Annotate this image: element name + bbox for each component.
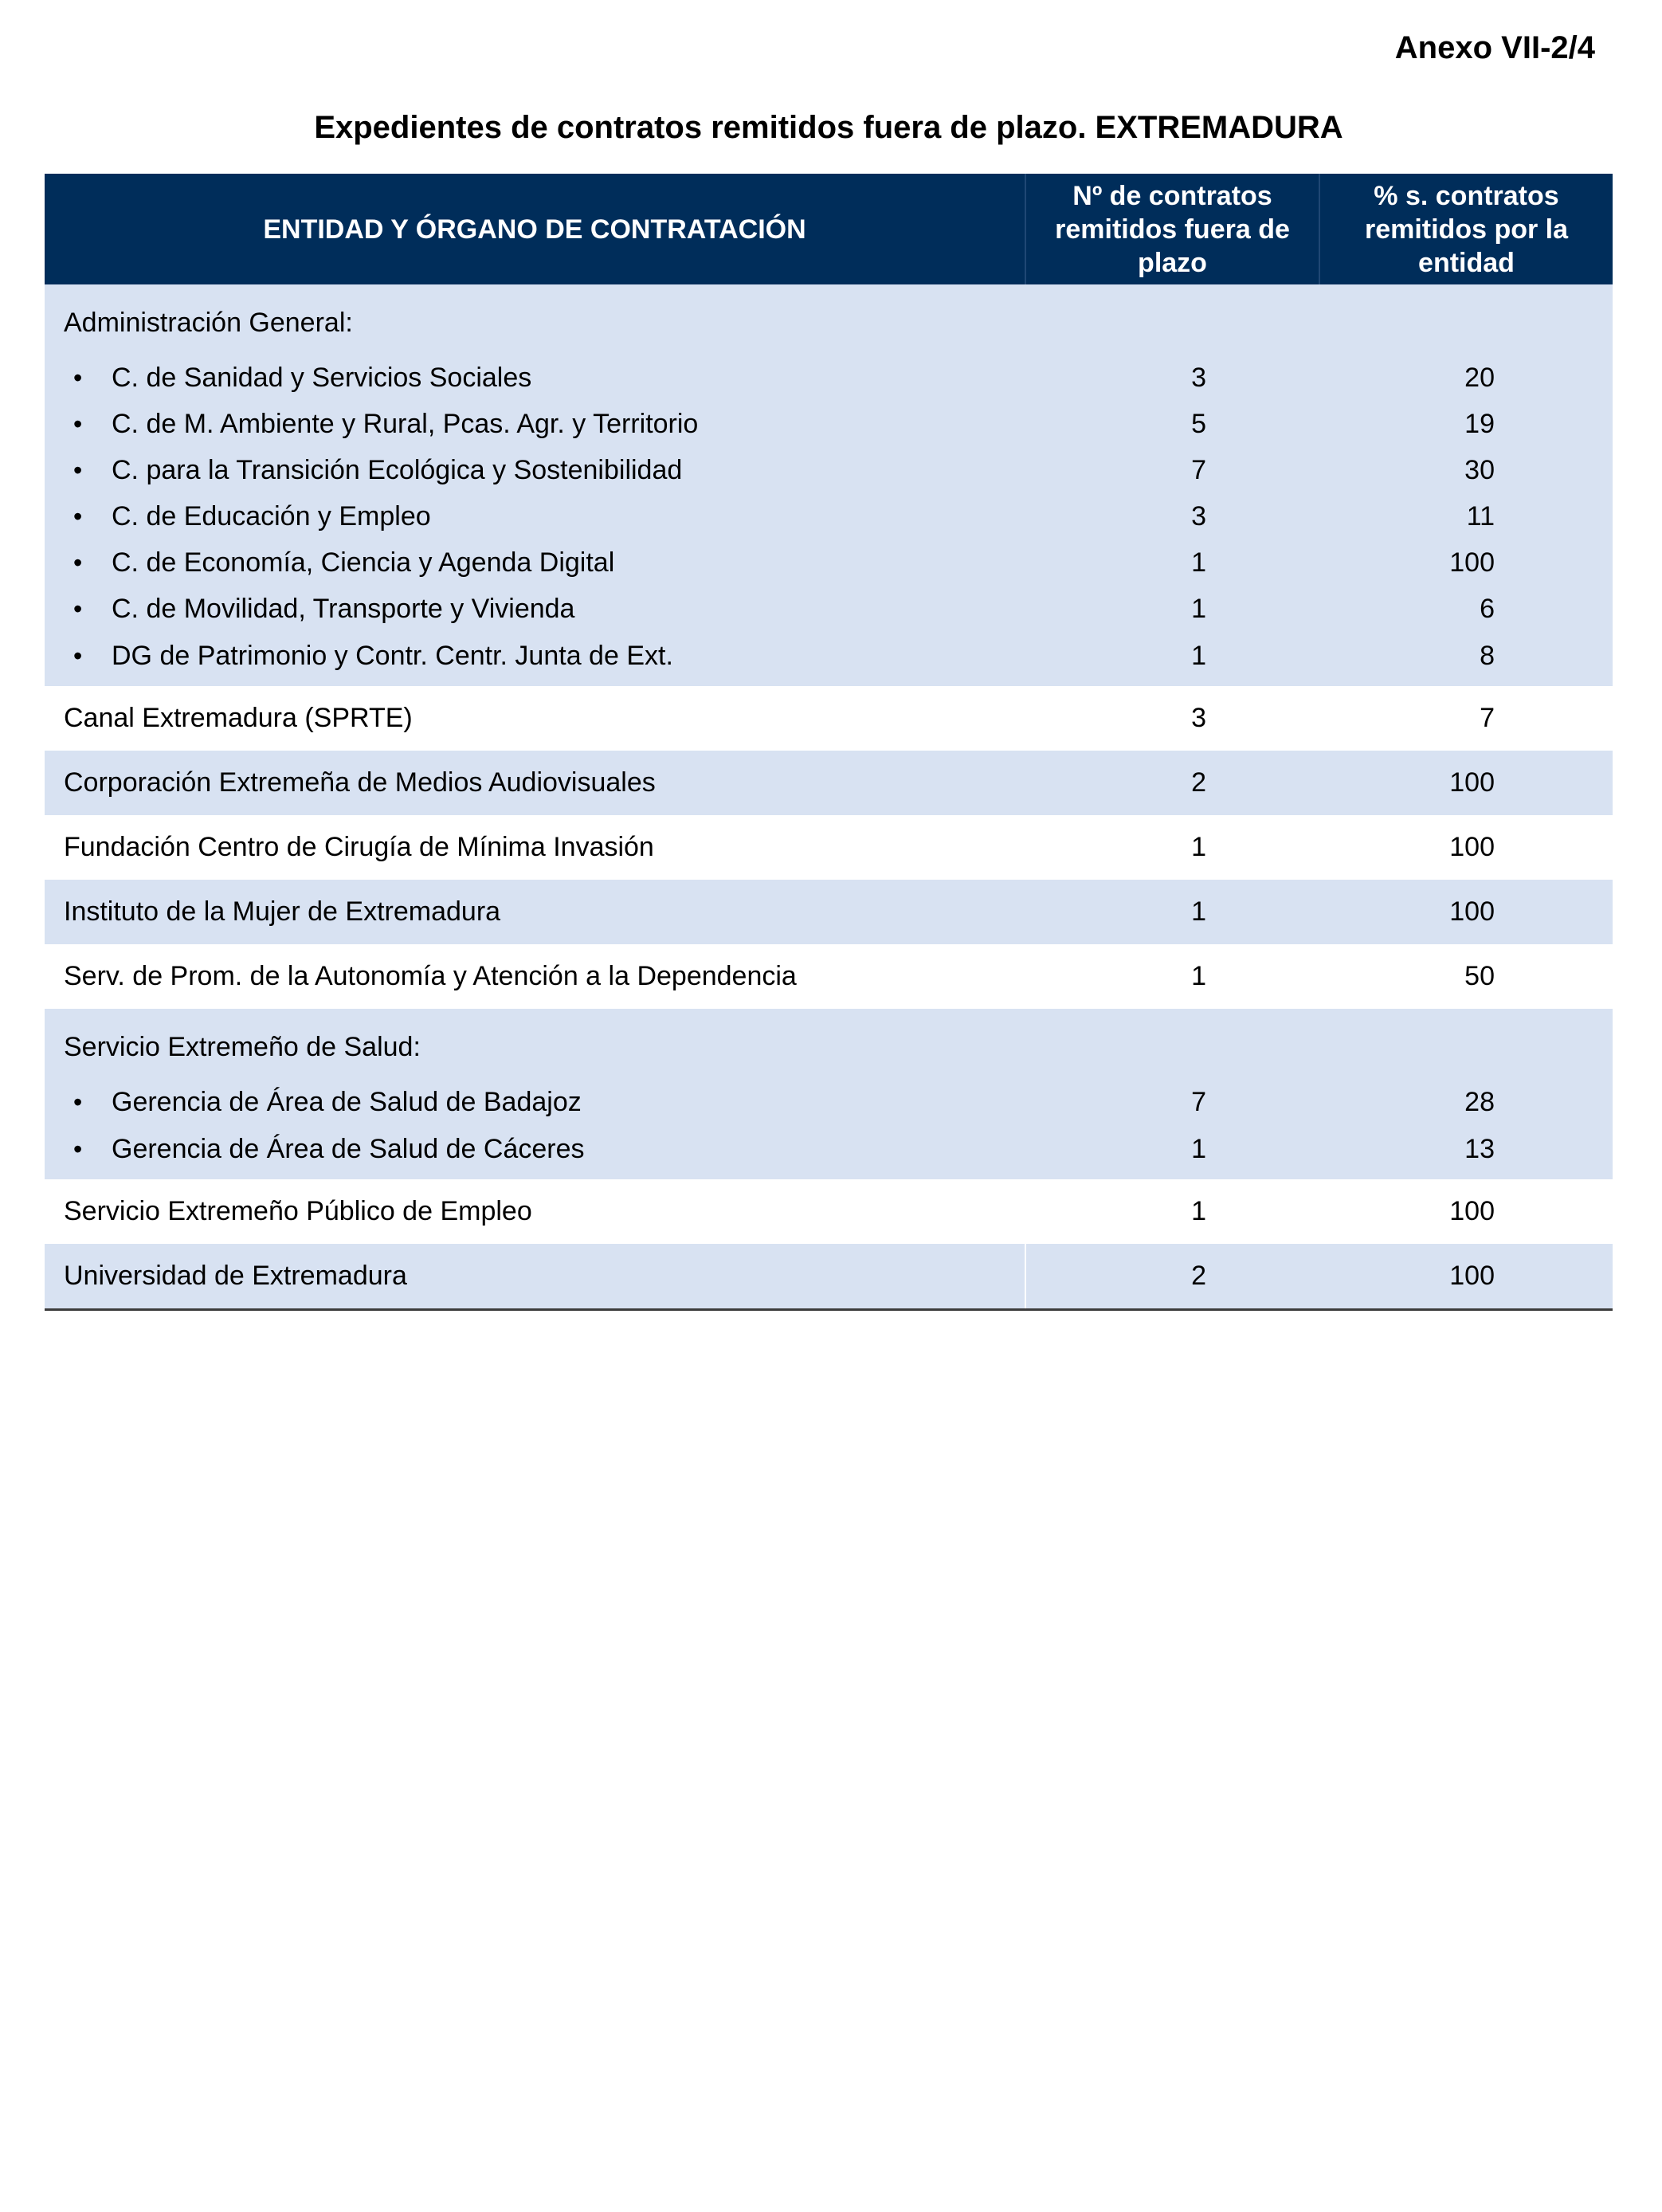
percent-cell: 13: [1319, 1125, 1613, 1179]
count-cell: 3: [1025, 355, 1319, 401]
entity-name: Fundación Centro de Cirugía de Mínima Invasión: [64, 832, 654, 862]
count-cell: 1: [1191, 832, 1206, 862]
table-row: [45, 493, 1613, 539]
bullet-icon: •: [73, 501, 83, 531]
group-label: Administración General:: [45, 284, 1025, 355]
entity-name: Corporación Extremeña de Medios Audiovisuales: [45, 751, 1025, 815]
percent-cell: 8: [1319, 632, 1613, 686]
table-header-row: [45, 174, 1613, 284]
bullet-icon: •: [73, 363, 83, 392]
table-row: [45, 880, 1613, 944]
annex-label: Anexo VII-2/4: [1394, 30, 1595, 65]
bullet-icon: •: [73, 409, 83, 438]
entity-name: • Gerencia de Área de Salud de Badajoz: [45, 1079, 1025, 1125]
percent-cell: 11: [1319, 493, 1613, 539]
percent-cell: 100: [1319, 539, 1613, 586]
count-cell: 1: [1025, 1125, 1319, 1179]
percent-cell: 100: [1319, 1244, 1613, 1310]
percent-cell: 50: [1464, 961, 1495, 991]
entity-name: • C. de Economía, Ciencia y Agenda Digital: [45, 539, 1025, 586]
count-cell: 2: [1025, 751, 1319, 815]
entity-name: Instituto de la Mujer de Extremadura: [45, 880, 1025, 944]
table-row: [45, 815, 1613, 880]
count-cell: 5: [1025, 401, 1319, 447]
table-row: [45, 1244, 1613, 1310]
column-header-entity: ENTIDAD Y ÓRGANO DE CONTRATACIÓN: [45, 174, 1025, 284]
percent-cell: 20: [1319, 355, 1613, 401]
percent-cell: 100: [1449, 832, 1495, 862]
bullet-icon: •: [73, 547, 83, 577]
table-row: [45, 539, 1613, 586]
percent-cell: 6: [1319, 586, 1613, 632]
table-row: [45, 586, 1613, 632]
percent-cell: 28: [1319, 1079, 1613, 1125]
group-label: Servicio Extremeño de Salud:: [45, 1009, 1025, 1079]
entity-name: • Gerencia de Área de Salud de Cáceres: [45, 1125, 1025, 1179]
table-row: [45, 355, 1613, 401]
percent-cell: 19: [1319, 401, 1613, 447]
count-cell: 1: [1191, 961, 1206, 991]
table-row: [45, 447, 1613, 493]
bullet-icon: •: [73, 641, 83, 670]
count-cell: 3: [1191, 703, 1206, 733]
percent-cell: 100: [1319, 751, 1613, 815]
table-row: [45, 686, 1613, 751]
count-cell: 2: [1025, 1244, 1319, 1310]
count-cell: 1: [1191, 1196, 1206, 1226]
count-cell: 1: [1025, 880, 1319, 944]
count-cell: 7: [1025, 1079, 1319, 1125]
group-header-row: [45, 284, 1613, 355]
percent-cell: 7: [1480, 703, 1495, 733]
bullet-icon: •: [73, 455, 83, 484]
table-row: [45, 632, 1613, 686]
entity-name: Serv. de Prom. de la Autonomía y Atención a la Dependencia: [64, 961, 797, 991]
bullet-icon: •: [73, 594, 83, 623]
table-row: [45, 1079, 1613, 1125]
entity-name: • C. de Educación y Empleo: [45, 493, 1025, 539]
table-row: [45, 751, 1613, 815]
entity-name: • C. de Sanidad y Servicios Sociales: [45, 355, 1025, 401]
document-title: Expedientes de contratos remitidos fuera de plazo. EXTREMADURA: [314, 110, 1343, 145]
entity-name: • C. de M. Ambiente y Rural, Pcas. Agr. y Territorio: [45, 401, 1025, 447]
entity-name: • C. de Movilidad, Transporte y Vivienda: [45, 586, 1025, 632]
entity-name: Universidad de Extremadura: [45, 1244, 1025, 1310]
group-header-row: [45, 1009, 1613, 1079]
count-cell: 1: [1025, 586, 1319, 632]
entity-name: Canal Extremadura (SPRTE): [64, 703, 413, 733]
count-cell: 1: [1025, 539, 1319, 586]
entity-name: • C. para la Transición Ecológica y Sostenibilidad: [45, 447, 1025, 493]
entity-name: Servicio Extremeño Público de Empleo: [64, 1196, 532, 1226]
count-cell: 3: [1025, 493, 1319, 539]
entity-name: • DG de Patrimonio y Contr. Centr. Junta de Ext.: [45, 632, 1025, 686]
table-row: [45, 944, 1613, 1009]
percent-cell: 100: [1449, 1196, 1495, 1226]
column-header-percent: % s. contratos remitidos por la entidad: [1319, 174, 1613, 284]
table-row: [45, 1125, 1613, 1179]
percent-cell: 30: [1319, 447, 1613, 493]
count-cell: 1: [1025, 632, 1319, 686]
column-header-count: Nº de contratos remitidos fuera de plazo: [1025, 174, 1319, 284]
count-cell: 7: [1025, 447, 1319, 493]
bullet-icon: •: [73, 1087, 83, 1116]
bullet-icon: •: [73, 1134, 83, 1163]
table-row: [45, 1179, 1613, 1244]
percent-cell: 100: [1319, 880, 1613, 944]
table-row: [45, 401, 1613, 447]
contracts-table: [45, 174, 1613, 1311]
